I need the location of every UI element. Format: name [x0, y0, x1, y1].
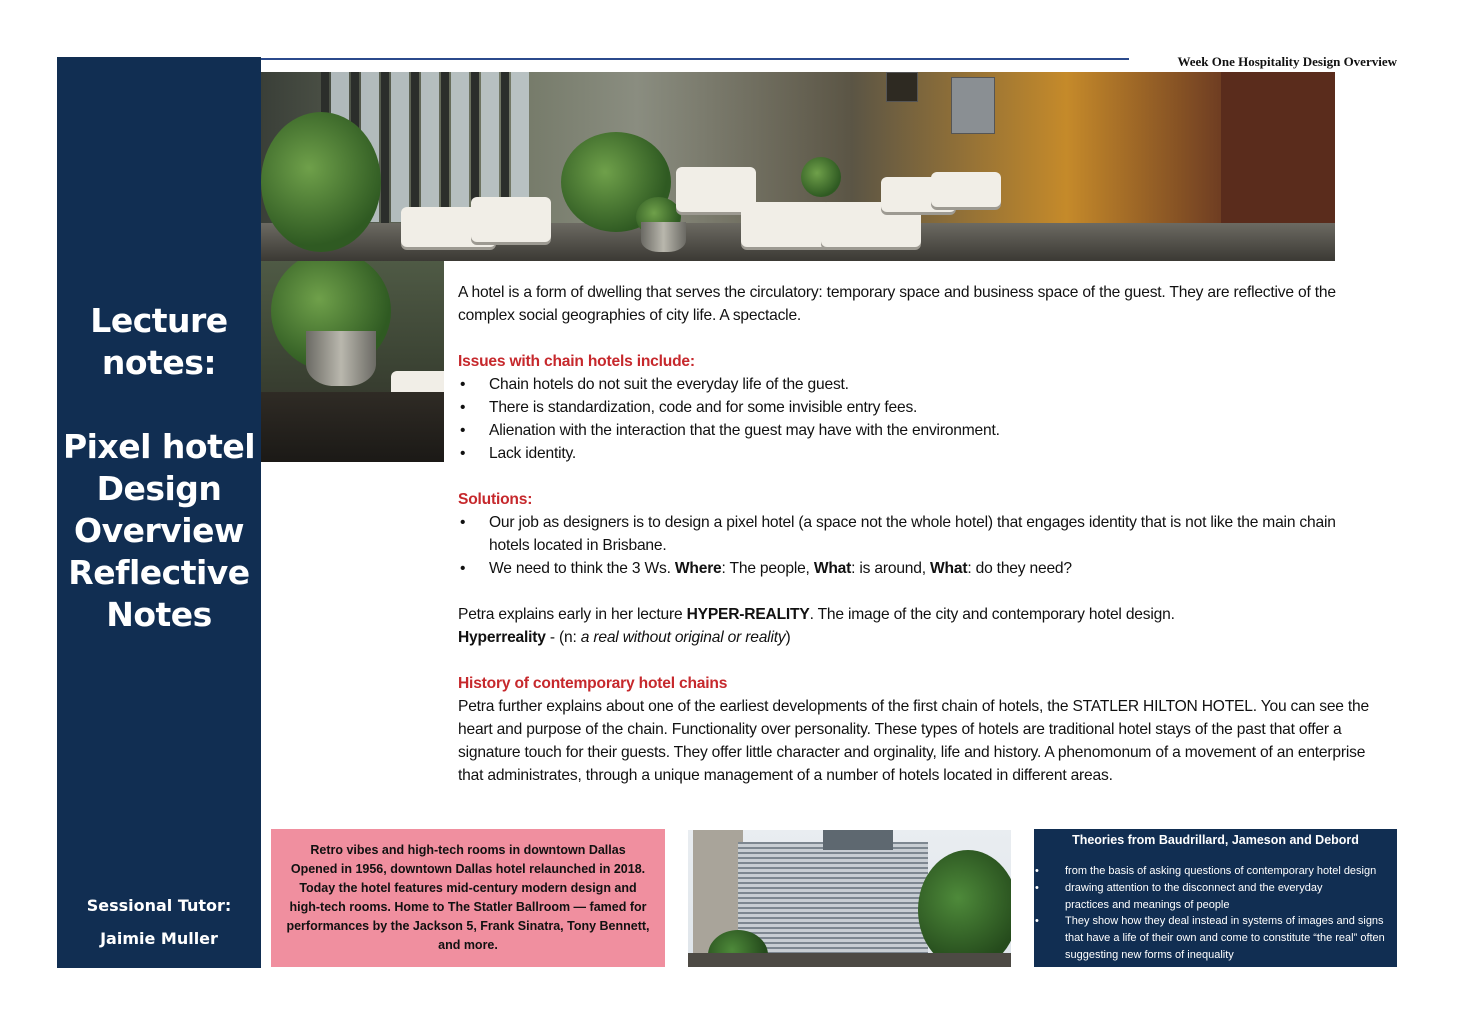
list-item: • Chain hotels do not suit the everyday life of the guest. [458, 373, 1388, 396]
what-term: What [930, 560, 968, 577]
definition-line [458, 626, 1388, 649]
info-line: and more. [438, 938, 498, 952]
text-run: Petra explains early in her lecture [458, 606, 687, 623]
where-term: Where [674, 560, 722, 577]
info-line: Today the hotel features mid-century modern design and [299, 881, 637, 895]
list-item: • Our job as designers is to design a pixel hotel (a space not the whole hotel) that engages identity that is not like the main chain hotels located in Brisbane. [458, 511, 1388, 557]
issues-heading: Issues with chain hotels include: [458, 353, 695, 370]
bullet-icon: • [1035, 865, 1039, 877]
page-header-title: Week One Hospitality Design Overview [1177, 54, 1397, 69]
text-run: - (n: [545, 629, 581, 646]
info-line: Retro vibes and high-tech rooms in downtown Dallas [310, 843, 626, 857]
lecture-notes-body [458, 281, 1388, 787]
definition-text: a real without original or reality [580, 629, 786, 646]
list-item-text: drawing attention to the disconnect and the everyday practices and meanings of people [1065, 881, 1323, 911]
list-item [1034, 863, 1397, 880]
theories-box [1034, 829, 1397, 967]
what-term: What [813, 560, 852, 577]
sidebar-title-line: Overview [74, 511, 244, 550]
solutions-heading: Solutions: [458, 491, 533, 508]
history-heading: History of contemporary hotel chains [458, 675, 728, 692]
list-item-text: They show how they deal instead in systems of images and signs that have a life of their own and come to constitute “the real” often suggesting new forms of inequality [1065, 915, 1385, 961]
sidebar [57, 57, 261, 968]
list-item: • Lack identity. [458, 442, 1388, 465]
tutor-label: Sessional Tutor: [86, 896, 232, 915]
theories-list [1034, 863, 1397, 964]
hyper-reality-term: HYPER-REALITY [686, 606, 810, 623]
header-rule [261, 58, 1129, 60]
tutor-credit [57, 889, 261, 955]
issues-list [458, 373, 1388, 465]
list-item-text: from the basis of asking questions of contemporary hotel design [1065, 865, 1377, 877]
solutions-list [458, 511, 1388, 580]
hyperreality-term: Hyperreality [458, 629, 546, 646]
list-item [1034, 880, 1397, 914]
text-run: ) [785, 629, 791, 646]
info-line: high-tech rooms. Home to The Statler Ballroom — famed for [289, 900, 647, 914]
info-line: performances by the Jackson 5, Frank Sinatra, Tony Bennett, [286, 919, 650, 933]
sidebar-title [57, 300, 261, 636]
sidebar-title-line: Lecture [90, 301, 228, 340]
hero-lobby-photo-extension [261, 261, 444, 462]
text-run: We need to think the 3 Ws. [489, 560, 675, 577]
list-item [458, 557, 1388, 580]
sidebar-title-line: Reflective [68, 553, 250, 592]
theories-title: Theories from Baudrillard, Jameson and Debord [1072, 833, 1359, 847]
bullet-icon: • [1035, 881, 1039, 894]
text-run: : do they need? [967, 560, 1072, 577]
info-line: Opened in 1956, downtown Dallas hotel relaunched in 2018. [290, 862, 646, 876]
tutor-name: Jaimie Muller [100, 929, 218, 948]
intro-paragraph: A hotel is a form of dwelling that serves the circulatory: temporary space and business space of the guest. They are reflective of the complex social geographies of city life. A spectacle. [458, 284, 1336, 324]
statler-info-box [271, 829, 665, 967]
sidebar-title-line: notes: [101, 343, 217, 382]
sidebar-title-line: Design [96, 469, 222, 508]
text-run: . The image of the city and contemporary hotel design. [809, 606, 1175, 623]
history-paragraph: Petra further explains about one of the earliest developments of the first chain of hotels, the STATLER HILTON HOTEL. You can see the heart and purpose of the chain. Functionality over personality. These types of hotels are traditional hotel stays of the past that offer a signature touch for their guests. They offer little character and orginality, life and history. A phenomonum of a movement of an enterprise that administrates, through a unique management of a number of hotels located in different areas. [458, 698, 1369, 784]
list-item: • Alienation with the interaction that the guest may have with the environment. [458, 419, 1388, 442]
statler-hotel-photo [688, 830, 1011, 967]
text-run: : is around, [851, 560, 931, 577]
bullet-icon: • [1035, 915, 1039, 928]
hyper-reality-paragraph [458, 603, 1388, 626]
sidebar-title-line: Notes [106, 595, 212, 634]
text-run: : The people, [721, 560, 814, 577]
sidebar-title-line: Pixel hotel [62, 427, 256, 466]
list-item: • There is standardization, code and for some invisible entry fees. [458, 396, 1388, 419]
hero-lobby-photo [261, 72, 1335, 261]
list-item [1034, 913, 1397, 963]
